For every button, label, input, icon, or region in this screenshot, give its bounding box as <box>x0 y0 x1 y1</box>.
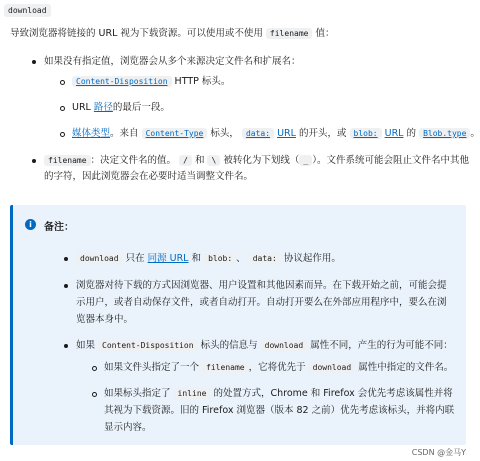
blob-url-link[interactable]: URL <box>384 128 404 139</box>
sub-item-text: 的开头，或 <box>298 128 347 139</box>
note-bullet <box>64 257 68 261</box>
same-origin-link[interactable]: 同源 URL <box>147 253 189 264</box>
item-text: 被转化为下划线（ <box>223 155 300 166</box>
download-code: download <box>76 253 123 264</box>
blob-code: blob: <box>204 253 236 264</box>
data-url-code[interactable]: data: <box>242 128 274 139</box>
sub-item-text: HTTP 标头。 <box>174 76 231 87</box>
note-text: 属性不同，产生的行为可能不同： <box>310 340 453 351</box>
note-sub-bullet <box>92 366 97 371</box>
note-text: 协议起作用。 <box>283 253 341 264</box>
note-text: 如果标头指定了 <box>104 388 171 399</box>
info-icon: i <box>25 219 36 230</box>
sub-item-text: 。 <box>470 128 480 139</box>
note-item-content-disposition <box>76 339 453 352</box>
note-sub-item-inline <box>104 387 453 400</box>
note-sub-item-inline-line3: 显示内容。 <box>104 422 152 433</box>
media-type-link[interactable]: 媒体类型 <box>72 128 111 139</box>
sub-item-text: 的 <box>406 128 417 139</box>
sub-item-url-path <box>72 101 170 114</box>
list-item-filename-line2: 的字符，因此浏览器会在必要时适当调整文件名。 <box>44 171 254 182</box>
note-text: 、 <box>236 253 246 264</box>
filename-code: filename <box>44 155 91 166</box>
note-item-browser-behavior-3: 览器本身中。 <box>76 314 134 325</box>
path-link[interactable]: 路径 <box>93 102 113 113</box>
sub-item-text: 标头， <box>210 128 239 139</box>
note-sub-item-inline-line2: 其视为下载资源。旧的 Firefox 浏览器（版本 82 之前）优先考虑该标头，并将内联 <box>104 405 455 416</box>
data-code: data: <box>249 253 281 264</box>
note-text: 如果文件头指定了一个 <box>104 362 200 373</box>
slash-code: / <box>179 155 192 166</box>
note-text: 如果 <box>76 340 96 351</box>
note-text: 属性中指定的文件名。 <box>358 362 454 373</box>
blob-url-code[interactable]: blob: <box>350 128 382 139</box>
note-text: 的处置方式，Chrome 和 Firefox 会优先考虑该属性并将 <box>213 388 453 399</box>
sub-item-text: 的最后一段。 <box>112 102 170 113</box>
filename-code: filename <box>202 362 249 373</box>
download-code: download <box>309 362 356 373</box>
sub-bullet <box>60 80 65 85</box>
filename-code: filename <box>266 28 313 39</box>
download-attribute-tag: download <box>4 4 51 17</box>
note-text: 标头的信息与 <box>200 340 258 351</box>
sub-item-media-type <box>72 127 480 140</box>
list-bullet <box>32 159 36 163</box>
backslash-code: \ <box>207 155 220 166</box>
item-text: ）。文件系统可能会阻止文件名中其他 <box>312 155 469 166</box>
content-disposition-link[interactable]: Content-Disposition <box>72 76 172 87</box>
note-bullet <box>64 344 68 348</box>
note-text: ，它将优先于 <box>248 362 306 373</box>
data-url-link[interactable]: URL <box>277 128 296 139</box>
note-item-browser-behavior-1: 浏览器对待下载的方式因浏览器、用户设置和其他因素而异。在下载开始之前，可能会提 <box>76 280 447 291</box>
inline-code: inline <box>174 388 211 399</box>
note-text: 只在 <box>125 253 145 264</box>
note-sub-item-filename <box>104 361 453 374</box>
item-text: ：决定文件名的值。 <box>90 155 177 166</box>
list-item-no-value: 如果没有指定值，浏览器会从多个来源决定文件名和扩展名： <box>44 56 301 67</box>
sub-bullet <box>60 106 65 111</box>
underscore-code: _ <box>299 155 312 166</box>
sub-item-text: 。来自 <box>110 128 139 139</box>
csdn-watermark: CSDN @金马Y <box>411 448 466 457</box>
note-sub-bullet <box>92 392 97 397</box>
item-text: 和 <box>194 155 205 166</box>
download-code: download <box>261 340 308 351</box>
list-bullet <box>32 60 36 64</box>
sub-item-text: URL <box>72 102 91 113</box>
sub-bullet <box>60 132 65 137</box>
list-item-filename <box>44 154 469 167</box>
note-text: 和 <box>191 253 202 264</box>
intro-text: 导致浏览器将链接的 URL 视为下载资源。可以使用或不使用 <box>10 28 263 39</box>
note-item-browser-behavior-2: 示用户，或者自动保存文件，或者自动打开。自动打开要么在外部应用程序中，要么在浏 <box>76 297 447 308</box>
content-disposition-code: Content-Disposition <box>98 340 198 351</box>
intro-paragraph <box>10 27 335 40</box>
content-type-link[interactable]: Content-Type <box>142 128 208 139</box>
note-title: 备注： <box>44 222 74 233</box>
note-item-same-origin <box>76 252 341 265</box>
blob-type-link[interactable]: Blob.type <box>419 128 470 139</box>
intro-text-end: 值： <box>315 28 335 39</box>
sub-item-content-disposition <box>72 75 230 88</box>
note-bullet <box>64 284 68 288</box>
